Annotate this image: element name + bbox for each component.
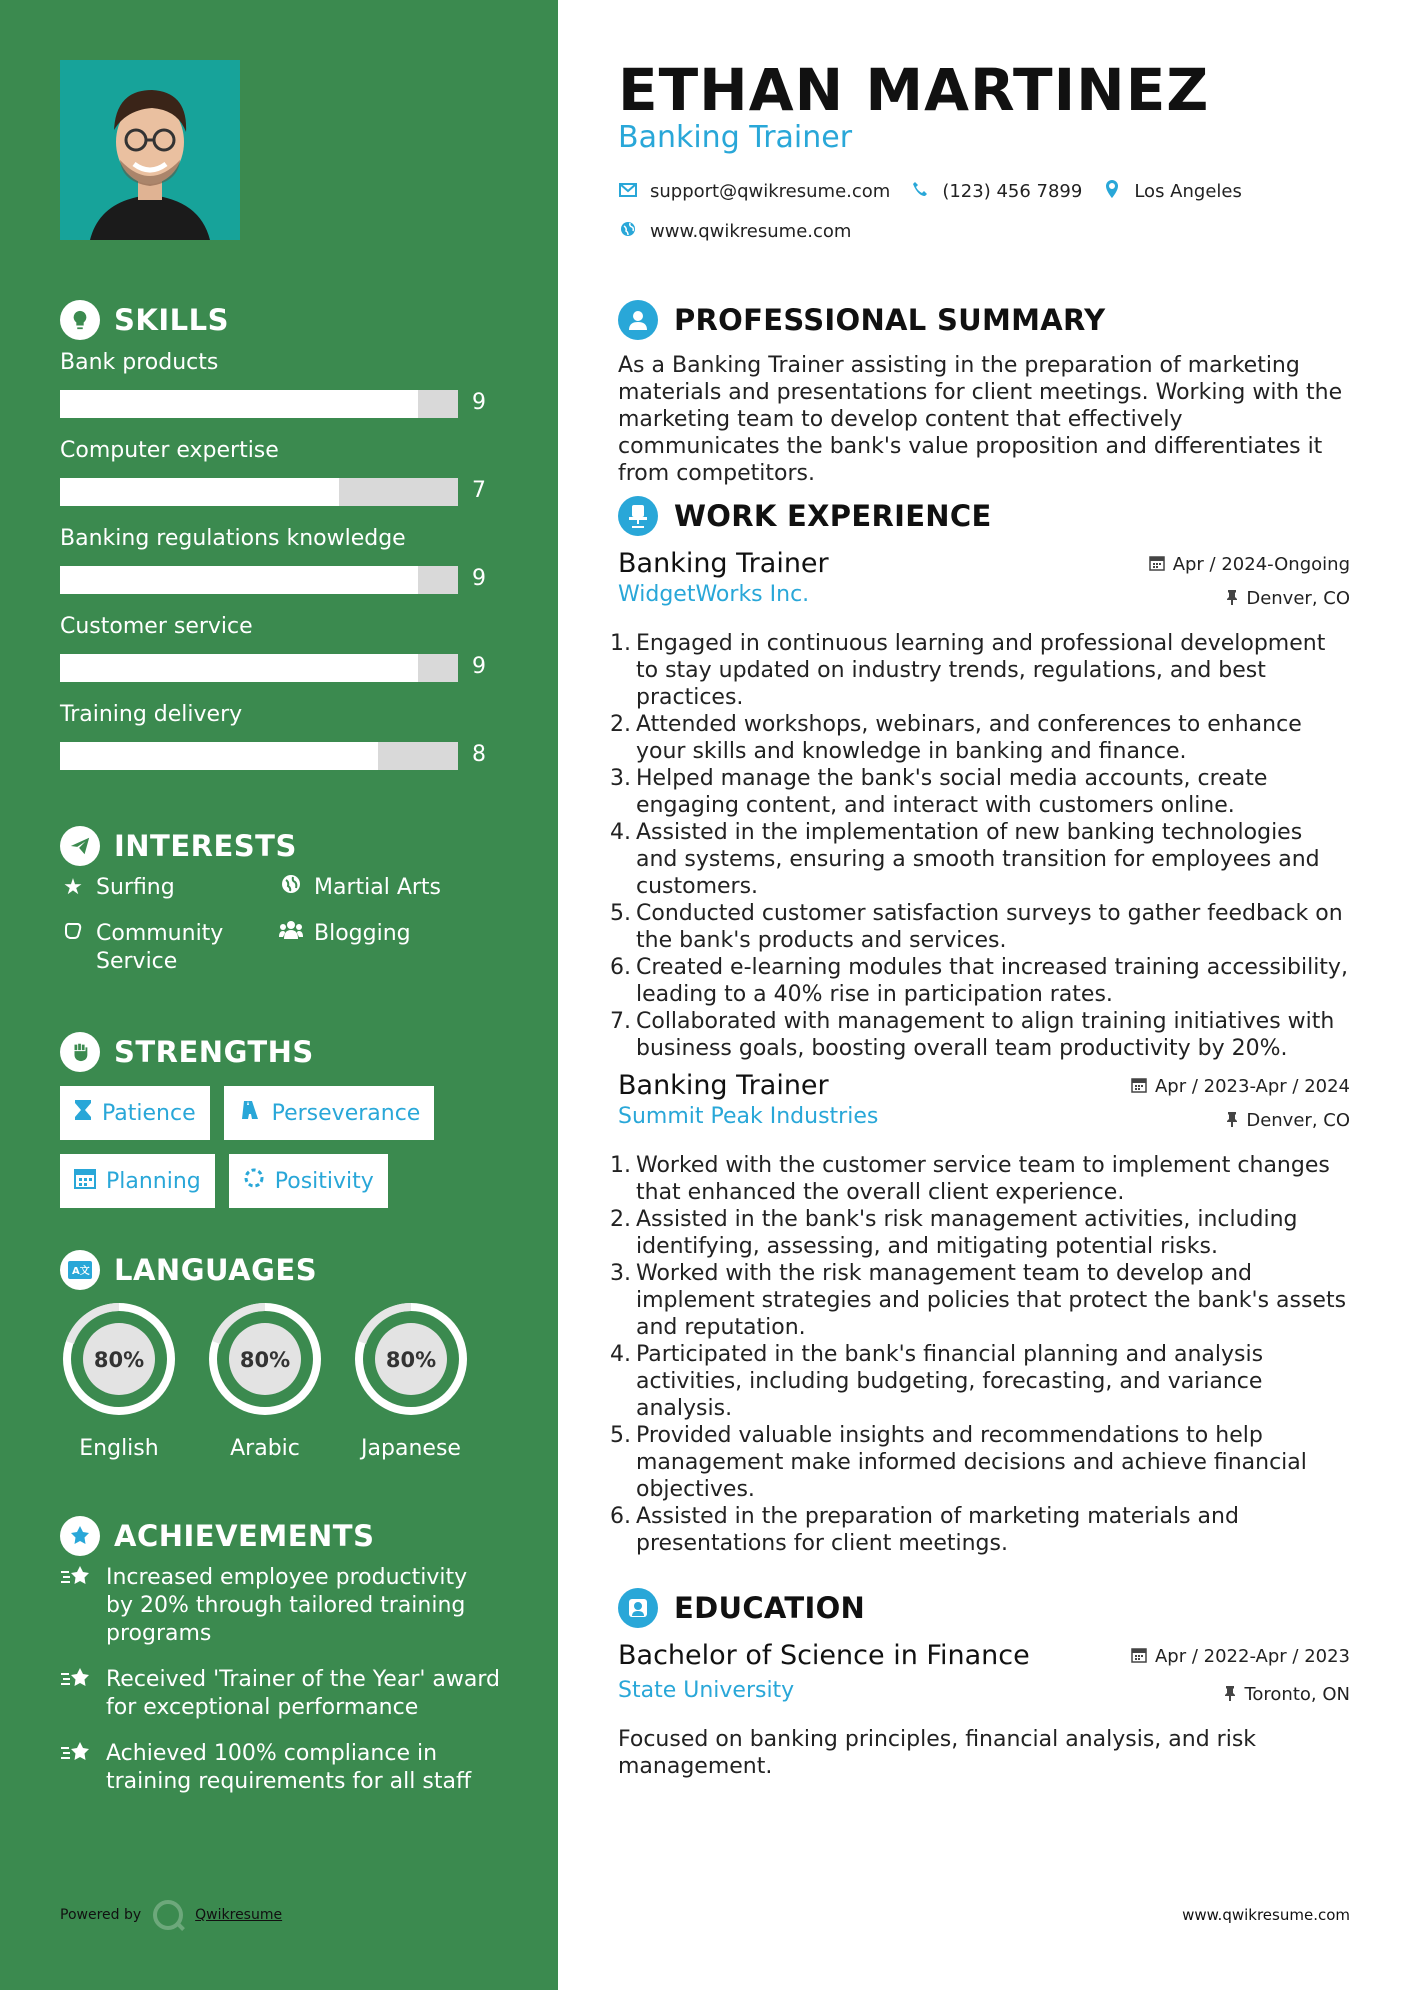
language-ring	[350, 1298, 472, 1420]
achievement-text: Increased employee productivity by 20% through tailored training programs	[106, 1565, 468, 1646]
skill-bar	[60, 478, 458, 506]
job-bullet: Provided valuable insights and recommendations to help management make informed decisions and achieve financial objectives.	[636, 1423, 1307, 1502]
achievement-item	[60, 1564, 500, 1648]
strength-chip	[60, 1154, 215, 1208]
skill-item	[60, 614, 500, 702]
strength-label: Patience	[102, 1100, 196, 1126]
paper-plane-icon	[60, 826, 100, 866]
calendar-icon	[74, 1167, 96, 1195]
globe-icon	[278, 874, 304, 902]
skills-heading	[60, 300, 229, 340]
skill-item	[60, 350, 500, 438]
strengths-list	[60, 1086, 500, 1208]
job-bullet: Assisted in the preparation of marketing materials and presentations for client meetings.	[636, 1504, 1239, 1556]
skill-name: Customer service	[60, 614, 253, 639]
job-title: Banking Trainer	[618, 1070, 829, 1101]
degree-title: Bachelor of Science in Finance	[618, 1640, 1030, 1671]
job-bullet: Worked with the risk management team to develop and implement strategies and policies that protect the bank's assets and reputation.	[636, 1261, 1347, 1340]
job-bullet: Attended workshops, webinars, and conferences to enhance your skills and knowledge in banking and finance.	[636, 712, 1302, 764]
skill-item	[60, 438, 500, 526]
shooting-star-icon	[60, 1564, 92, 1648]
skill-name: Banking regulations knowledge	[60, 526, 406, 551]
strengths-heading	[60, 1032, 314, 1072]
job-bullets	[618, 1152, 1350, 1557]
pushpin-icon	[1226, 589, 1238, 609]
pushpin-icon	[1226, 1111, 1238, 1131]
skill-value: 9	[472, 654, 486, 679]
job-bullet: Worked with the customer service team to implement changes that enhanced the overall client experience.	[636, 1153, 1330, 1205]
skill-bar	[60, 566, 458, 594]
interest-item	[60, 920, 278, 976]
languages-title: LANGUAGES	[114, 1253, 318, 1287]
contact-row	[618, 180, 1242, 203]
spinner-icon	[243, 1167, 265, 1195]
job-location	[1226, 1110, 1350, 1131]
footer-website[interactable]: www.qwikresume.com	[1182, 1906, 1350, 1924]
interest-label: Surfing	[96, 875, 175, 900]
lightbulb-icon	[60, 300, 100, 340]
education-entry	[618, 1640, 1350, 1780]
qwikresume-link[interactable]: Qwikresume	[195, 1907, 283, 1923]
candidate-name: ETHAN MARTINEZ	[618, 56, 1210, 124]
job-dates-text: Apr / 2023-Apr / 2024	[1154, 1076, 1350, 1097]
skills-title: SKILLS	[114, 303, 229, 337]
job-bullets	[618, 630, 1350, 1062]
skill-bar	[60, 742, 458, 770]
job-entry	[618, 1070, 1350, 1557]
language-ring	[58, 1298, 180, 1420]
education-location-text: Toronto, ON	[1244, 1684, 1350, 1705]
language-name: Arabic	[230, 1436, 300, 1461]
achievements-title: ACHIEVEMENTS	[114, 1519, 375, 1553]
job-location-text: Denver, CO	[1246, 1110, 1350, 1131]
website-row	[618, 221, 851, 242]
experience-heading	[618, 496, 992, 536]
sidebar	[0, 0, 558, 1990]
interest-label: Blogging	[314, 921, 411, 946]
job-bullet: Assisted in the bank's risk management activities, including identifying, assessing, and mitigating potential risks.	[636, 1207, 1298, 1259]
achievement-text: Achieved 100% compliance in training requirements for all staff	[106, 1741, 472, 1794]
education-title: EDUCATION	[674, 1591, 866, 1625]
language-item	[58, 1298, 180, 1461]
skill-value: 7	[472, 478, 486, 503]
job-location	[1226, 588, 1350, 609]
education-dates	[1131, 1646, 1350, 1667]
strength-label: Perseverance	[271, 1100, 421, 1126]
strength-label: Positivity	[274, 1168, 374, 1194]
hand-icon	[60, 920, 86, 976]
powered-by	[60, 1900, 282, 1930]
skill-value: 9	[472, 566, 486, 591]
skill-value: 9	[472, 390, 486, 415]
language-icon	[60, 1250, 100, 1290]
language-ring	[204, 1298, 326, 1420]
shooting-star-icon	[60, 1740, 92, 1796]
job-bullet: Collaborated with management to align training initiatives with business goals, boosting overall team productivity by 20%.	[636, 1009, 1335, 1061]
road-icon	[238, 1100, 262, 1126]
job-location-text: Denver, CO	[1246, 588, 1350, 609]
shooting-star-icon	[60, 1666, 92, 1722]
summary-title: PROFESSIONAL SUMMARY	[674, 303, 1106, 337]
fist-icon	[60, 1032, 100, 1072]
job-dates	[1149, 554, 1350, 575]
strengths-title: STRENGTHS	[114, 1035, 314, 1069]
skill-name: Bank products	[60, 350, 219, 375]
job-dates	[1131, 1076, 1350, 1097]
users-icon	[278, 920, 304, 976]
contact-email[interactable]: support@qwikresume.com	[650, 181, 891, 202]
job-bullet: Engaged in continuous learning and professional development to stay updated on industry trends, regulations, and best practices.	[636, 631, 1326, 710]
summary-heading	[618, 300, 1105, 340]
achievements-list	[60, 1564, 500, 1814]
skill-name: Computer expertise	[60, 438, 279, 463]
phone-icon	[910, 181, 930, 202]
candidate-role: Banking Trainer	[618, 120, 853, 155]
language-name: English	[79, 1436, 159, 1461]
language-item	[350, 1298, 472, 1461]
envelope-icon	[618, 181, 638, 202]
languages-heading	[60, 1250, 317, 1290]
job-bullet: Conducted customer satisfaction surveys to gather feedback on the bank's products and services.	[636, 901, 1343, 953]
svg-text:A文: A文	[72, 1266, 90, 1277]
education-heading	[618, 1588, 865, 1628]
job-company: Summit Peak Industries	[618, 1104, 879, 1129]
interest-item	[278, 920, 496, 976]
strength-chip	[229, 1154, 388, 1208]
interest-item	[60, 874, 278, 902]
interest-item	[278, 874, 496, 902]
skills-list	[60, 350, 500, 790]
job-entry	[618, 548, 1350, 1062]
job-bullet: Created e-learning modules that increased training accessibility, leading to a 40% rise in participation rates.	[636, 955, 1348, 1007]
skill-item	[60, 702, 500, 790]
job-title: Banking Trainer	[618, 548, 829, 579]
map-pin-icon	[1102, 180, 1122, 203]
job-bullet: Helped manage the bank's social media accounts, create engaging content, and interact with customers online.	[636, 766, 1268, 818]
contact-location: Los Angeles	[1134, 181, 1242, 202]
profile-photo	[60, 60, 240, 240]
skill-bar	[60, 390, 458, 418]
language-percent: 80%	[239, 1348, 291, 1372]
powered-by-label: Powered by	[60, 1907, 142, 1923]
chair-icon	[618, 496, 658, 536]
calendar-icon	[1131, 1077, 1147, 1097]
education-dates-text: Apr / 2022-Apr / 2023	[1154, 1646, 1350, 1667]
job-bullet: Assisted in the implementation of new banking technologies and systems, ensuring a smooth transition for employees and customers.	[636, 820, 1320, 899]
achievements-heading	[60, 1516, 374, 1556]
languages-list	[58, 1298, 472, 1461]
interest-label: Martial Arts	[314, 875, 442, 900]
strength-chip	[60, 1086, 210, 1140]
language-percent: 80%	[385, 1348, 437, 1372]
avatar	[60, 60, 240, 240]
job-bullet: Participated in the bank's financial planning and analysis activities, including budgeting, forecasting, and variance analysis.	[636, 1342, 1264, 1421]
graduation-icon	[618, 1588, 658, 1628]
language-percent: 80%	[93, 1348, 145, 1372]
globe-icon	[618, 221, 638, 242]
achievement-item	[60, 1666, 500, 1722]
interests-list	[60, 874, 500, 976]
contact-phone[interactable]: (123) 456 7899	[942, 181, 1083, 202]
user-icon	[618, 300, 658, 340]
strength-label: Planning	[106, 1168, 201, 1194]
job-company: WidgetWorks Inc.	[618, 582, 810, 607]
job-dates-text: Apr / 2024-Ongoing	[1172, 554, 1350, 575]
achievement-text: Received 'Trainer of the Year' award for exceptional performance	[106, 1667, 500, 1720]
language-name: Japanese	[361, 1436, 461, 1461]
strength-chip	[224, 1086, 435, 1140]
education-description: Focused on banking principles, financial analysis, and risk management.	[618, 1727, 1257, 1779]
contact-website[interactable]: www.qwikresume.com	[650, 221, 852, 242]
language-item	[204, 1298, 326, 1461]
award-star-icon	[60, 1516, 100, 1556]
interests-heading	[60, 826, 297, 866]
interest-label: Community Service	[96, 921, 224, 974]
school-name: State University	[618, 1678, 795, 1703]
skill-value: 8	[472, 742, 486, 767]
skill-item	[60, 526, 500, 614]
qwikresume-logo-icon	[153, 1900, 183, 1930]
calendar-icon	[1131, 1647, 1147, 1667]
pushpin-icon	[1224, 1685, 1236, 1705]
interests-title: INTERESTS	[114, 829, 297, 863]
experience-title: WORK EXPERIENCE	[674, 499, 992, 533]
hourglass-icon	[74, 1099, 92, 1127]
skill-bar	[60, 654, 458, 682]
summary-text: As a Banking Trainer assisting in the preparation of marketing materials and presentations for client meetings. Working with the marketing team to develop content that effectively communicates the bank's value proposition and differentiates it from competitors.	[618, 353, 1343, 486]
achievement-item	[60, 1740, 500, 1796]
star-icon: ★	[63, 875, 83, 900]
education-location	[1224, 1684, 1350, 1705]
skill-name: Training delivery	[60, 702, 243, 727]
calendar-icon	[1149, 555, 1165, 575]
